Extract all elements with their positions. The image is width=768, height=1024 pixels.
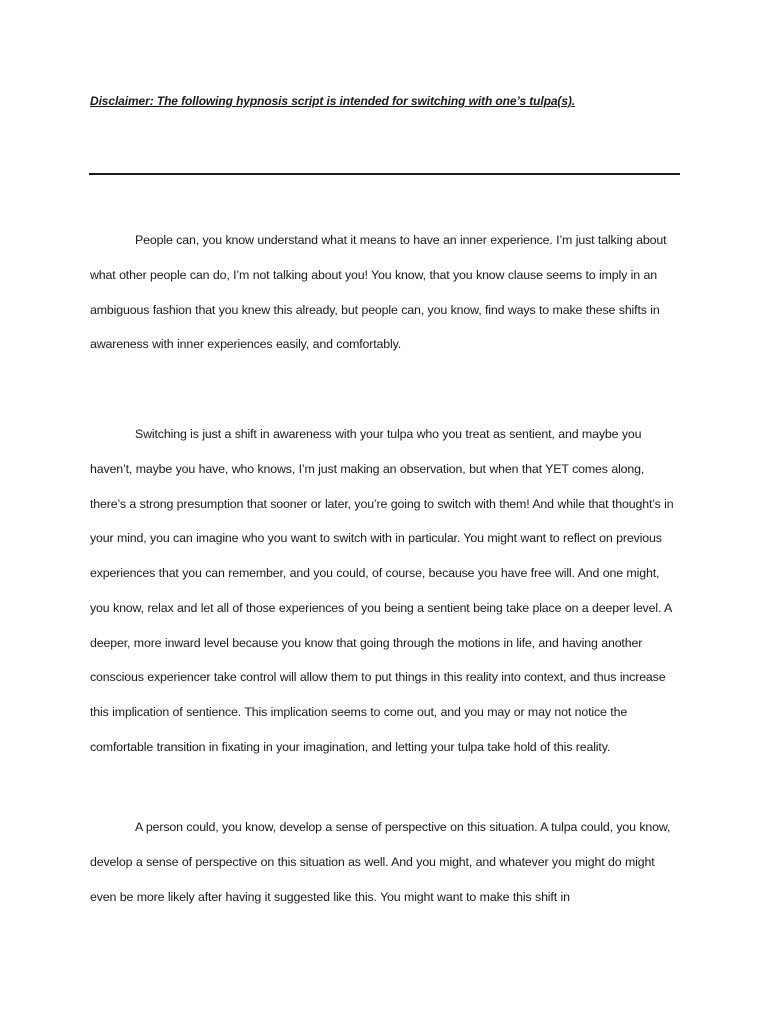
paragraph-3: A person could, you know, develop a sense of perspective on this situation. A tulpa could, you know, develop a sense of perspective on this situation as well. And you might, and whatever you might do might even be more likely after having it suggested like this. You might want to make this shift in [90, 820, 671, 904]
paragraph-2: Switching is just a shift in awareness with your tulpa who you treat as sentient, and maybe you haven’t, maybe you have, who knows, I’m just making an observation, but when that YET comes along, there’s a strong presumption that sooner or later, you’re going to switch with them! And while that thought’s in your mind, you can imagine who you want to switch with in particular. You might want to reflect on previous experiences that you can remember, and you could, of course, because you have free will. And one might, you know, relax and let all of those experiences of you being a sentient being take place on a deeper level. A deeper, more inward level because you know that going through the motions in life, and having another conscious experiencer take control will allow them to put things in this reality into context, and thus increase this implication of sentience. This implication seems to come out, and you may or may not notice the comfortable transition in fixating in your imagination, and letting your tulpa take hold of this reality. [90, 427, 674, 754]
paragraph-1: People can, you know understand what it means to have an inner experience. I’m just talking about what other people can do, I’m not talking about you! You know, that you know clause seems to imply in an ambiguous fashion that you knew this already, but people can, you know, find ways to make these shifts in awareness with inner experiences easily, and comfortably. [90, 233, 667, 352]
horizontal-rule [89, 173, 680, 175]
disclaimer-heading: Disclaimer: The following hypnosis script is intended for switching with one’s tulpa(s). [90, 94, 576, 108]
